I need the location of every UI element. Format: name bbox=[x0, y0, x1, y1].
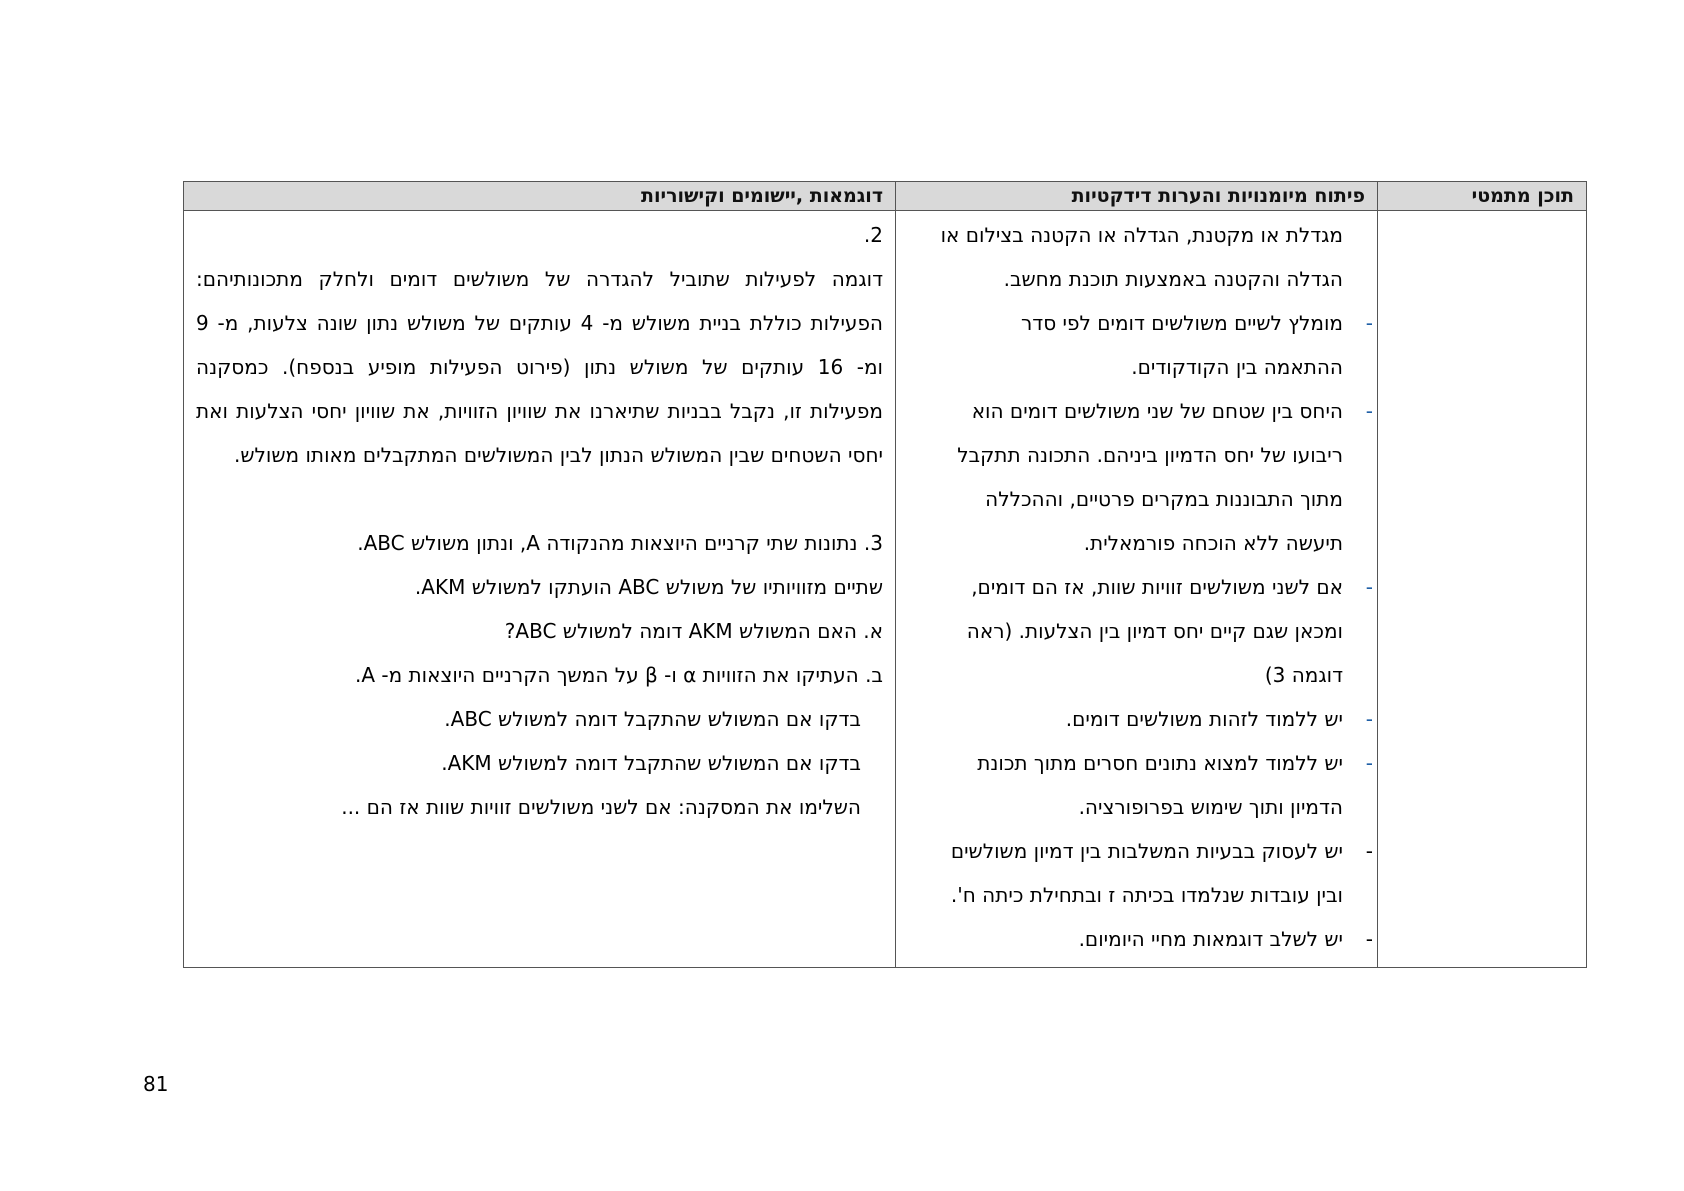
example-line: ומ- 16 עותקים של משולש נתון (פירוט הפעילות מופיע בנספח). כמסקנה bbox=[196, 355, 883, 379]
example-line: בדקו אם המשולש שהתקבל דומה למשולש ABC. bbox=[444, 707, 861, 731]
bullet-dash: - bbox=[1365, 751, 1373, 775]
dev-line: דוגמה 3) bbox=[1264, 663, 1343, 687]
example-line: דוגמה לפעילות שתוביל להגדרה של משולשים דומים ולחלק מתכונותיהם: bbox=[196, 267, 883, 291]
dev-line: - יש ללמוד לזהות משולשים דומים. bbox=[908, 697, 1343, 741]
dev-line: ובין עובדות שנלמדו בכיתה ז ובתחילת כיתה ח'. bbox=[950, 883, 1343, 907]
dev-line: - מומלץ לשיים משולשים דומים לפי סדר bbox=[908, 301, 1343, 345]
skills-development-cell bbox=[896, 211, 1378, 968]
example-line: 3. נתונות שתי קרניים היוצאות מהנקודה A, ונתון משולש ABC. bbox=[357, 531, 883, 555]
example-line: השלימו את המסקנה: אם לשני משולשים זוויות שוות אז הם ... bbox=[341, 795, 861, 819]
dev-line: ומכאן שגם קיים יחס דמיון בין הצלעות. (ראה bbox=[966, 619, 1343, 643]
dev-line: ריבועו של יחס הדמיון ביניהם. התכונה תתקבל bbox=[957, 443, 1343, 467]
header-examples: דוגמאות ,יישומים וקישוריות bbox=[184, 182, 896, 211]
header-skills-development: פיתוח מיומנויות והערות דידקטיות bbox=[896, 182, 1378, 211]
dev-line: תיעשה ללא הוכחה פורמאלית. bbox=[1083, 531, 1343, 555]
dev-line: - היחס בין שטחם של שני משולשים דומים הוא bbox=[908, 389, 1343, 433]
bullet-dash: - bbox=[1365, 399, 1373, 423]
math-content-cell bbox=[1378, 211, 1587, 968]
bullet-dash: - bbox=[1365, 311, 1373, 335]
dev-line: מתוך התבוננות במקרים פרטיים, וההכללה bbox=[985, 487, 1343, 511]
dev-line: - יש ללמוד למצוא נתונים חסרים מתוך תכונת bbox=[908, 741, 1343, 785]
example-line: 2. bbox=[863, 223, 883, 247]
example-line: ב. העתיקו את הזוויות α ו- β על המשך הקרניים היוצאות מ- A. bbox=[354, 663, 883, 687]
page-number: 81 bbox=[143, 1072, 169, 1096]
example-line: הפעילות כוללת בניית משולש מ- 4 עותקים של משולש נתון שונה צלעות, מ- 9 bbox=[196, 311, 883, 335]
dev-line: ההתאמה בין הקודקודים. bbox=[1131, 355, 1343, 379]
examples-cell bbox=[184, 211, 896, 968]
example-line bbox=[196, 477, 883, 521]
dev-line: מגדלת או מקטנת, הגדלה או הקטנה בצילום או bbox=[940, 223, 1343, 247]
dev-line: - אם לשני משולשים זוויות שוות, אז הם דומים, bbox=[908, 565, 1343, 609]
example-line: שתיים מזוויותיו של משולש ABC הועתקו למשולש AKM. bbox=[414, 575, 883, 599]
bullet-dash: - bbox=[1365, 707, 1373, 731]
table-header-row bbox=[184, 182, 1587, 211]
example-line: א. האם המשולש AKM דומה למשולש ABC? bbox=[504, 619, 883, 643]
example-line: בדקו אם המשולש שהתקבל דומה למשולש AKM. bbox=[441, 751, 861, 775]
example-line: יחסי השטחים שבין המשולש הנתון לבין המשולשים המתקבלים מאותו משולש. bbox=[234, 443, 883, 467]
dev-line: - יש לשלב דוגמאות מחיי היומיום. bbox=[908, 917, 1343, 961]
bullet-dash: - bbox=[1365, 575, 1373, 599]
dev-line: הדמיון ותוך שימוש בפרופורציה. bbox=[1078, 795, 1343, 819]
bullet-dash: - bbox=[1365, 839, 1373, 863]
dev-line: - יש לעסוק בבעיות המשלבות בין דמיון משולשים bbox=[908, 829, 1343, 873]
bullet-dash: - bbox=[1365, 927, 1373, 951]
example-line: מפעילות זו, נקבל בבניות שתיארנו את שוויון הזוויות, את שוויון יחסי הצלעות ואת bbox=[196, 399, 883, 423]
header-math-content: תוכן מתמטי bbox=[1378, 182, 1587, 211]
table-row bbox=[184, 211, 1587, 968]
curriculum-table bbox=[183, 181, 1587, 968]
dev-line: הגדלה והקטנה באמצעות תוכנת מחשב. bbox=[1003, 267, 1343, 291]
